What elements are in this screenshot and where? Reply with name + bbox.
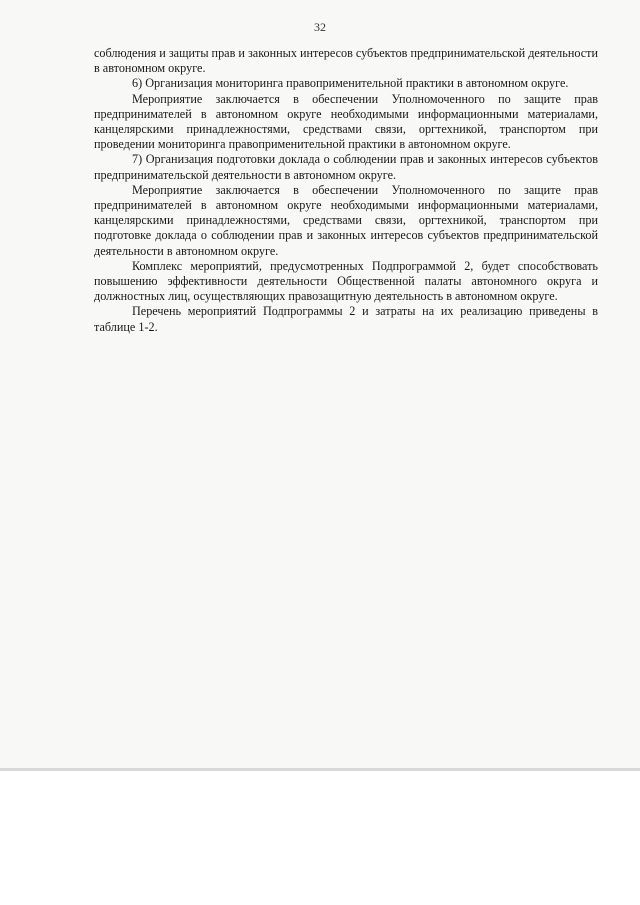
paragraph-summary: Комплекс мероприятий, предусмотренных Подпрограммой 2, будет способствовать повышению эффективности деятельности Общественной палаты автономного округа и должностных лиц, осуществляющих правозащитную деятельность в автономном округе.: [94, 258, 598, 304]
paragraph-continuation: соблюдения и защиты прав и законных интересов субъектов предпринимательской деятельности в автономном округе.: [94, 46, 598, 76]
paragraph-item-6: 6) Организация мониторинга правоприменительной практики в автономном округе.: [132, 76, 569, 91]
body-text: [94, 46, 598, 335]
paragraph-item-7: 7) Организация подготовки доклада о соблюдении прав и законных интересов субъектов предпринимательской деятельности в автономном округе.: [94, 152, 598, 182]
paragraph-table-reference: Перечень мероприятий Подпрограммы 2 и затраты на их реализацию приведены в таблице 1-2.: [94, 304, 598, 334]
paragraph-item-6-description: Мероприятие заключается в обеспечении Уполномоченного по защите прав предпринимателей в автономном округе необходимыми информационными материалами, канцелярскими принадлежностями, средствами связи, оргтехникой, транспортом при проведении мониторинга правоприменительной практики в автономном округе.: [94, 91, 598, 152]
page-edge: [0, 768, 640, 771]
paragraph-item-7-description: Мероприятие заключается в обеспечении Уполномоченного по защите прав предпринимателей в автономном округе необходимыми информационными материалами, канцелярскими принадлежностями, средствами связи, оргтехникой, транспортом при подготовке доклада о соблюдении прав и законных интересов субъектов предпринимательской деятельности в автономном округе.: [94, 182, 598, 258]
page-number: 32: [314, 20, 326, 34]
